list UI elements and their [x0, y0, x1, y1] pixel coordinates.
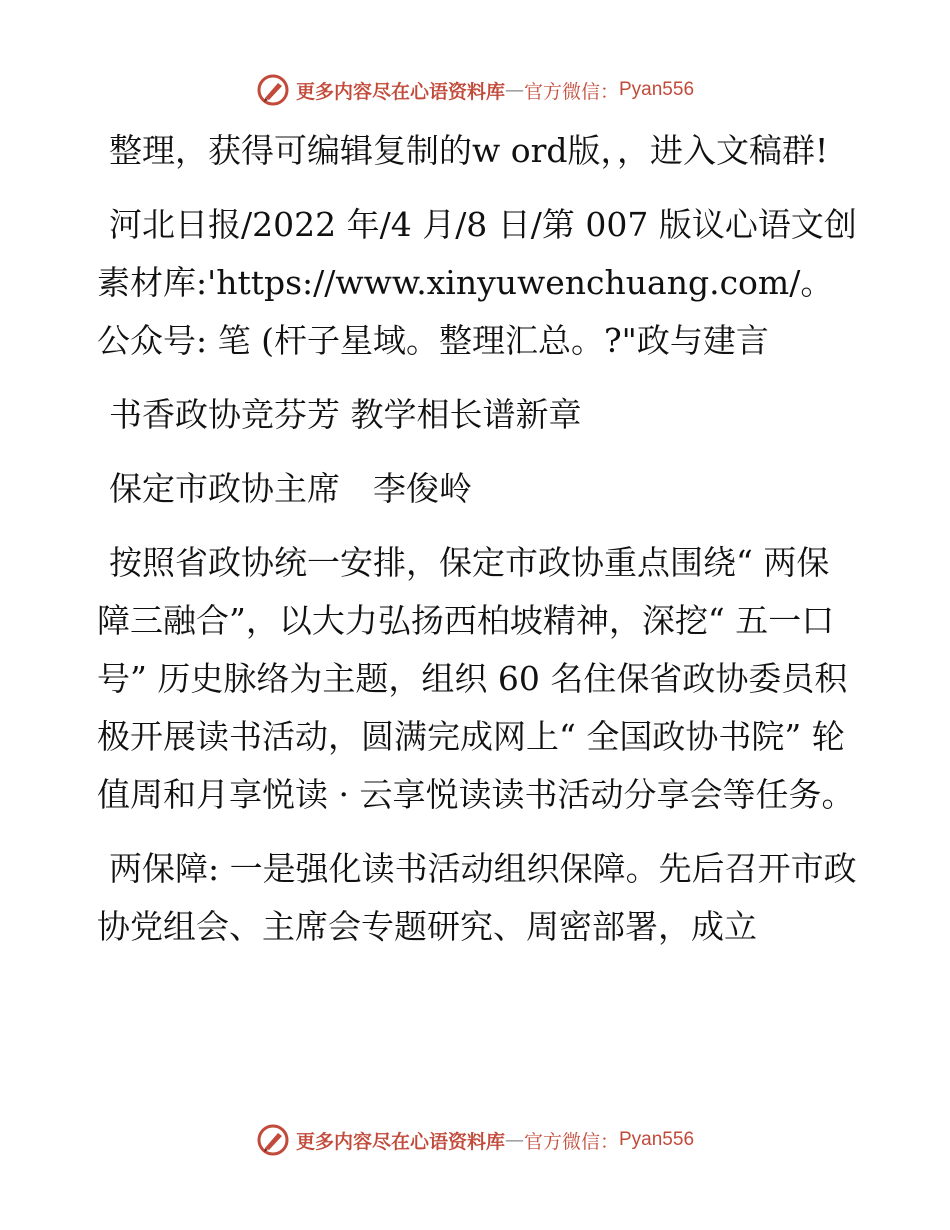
header-watermark [0, 70, 950, 110]
paragraph-body-1: 按照省政协统一安排，保定市政协重点围绕“ 两保障三融合”，以大力弘扬西柏坡精神，深挖“ 五一口号” 历史脉络为主题，组织 60 名住保省政协委员积极开展读书活动，圆满完成网上“ 全国政协书院” 轮值周和月享悦读 · 云享悦读读书活动分享会等任务。 [97, 543, 855, 814]
watermark-label: 官方微信： [523, 1130, 619, 1153]
watermark-main-text: 更多内容尽在心语资料库 [295, 1130, 505, 1153]
paragraph-source: 河北日报/2022 年/4 月/8 日/第 007 版议心语文创素材库:'https://www.xinyuwenchuang.com/。公众号: 笔 (杆子星域。整理汇总。?"政与建言 [97, 205, 857, 360]
watermark-label: 官方微信： [523, 80, 619, 103]
article-author: 保定市政协主席 李俊岭 [109, 469, 472, 508]
watermark-separator: — [504, 79, 524, 101]
footer-watermark [0, 1120, 950, 1160]
watermark-separator: — [504, 1129, 524, 1151]
pen-in-circle-icon [256, 73, 290, 107]
paragraph-intro: 整理，获得可编辑复制的w ord版，，进入文稿群! [109, 131, 829, 170]
article-title: 书香政协竞芬芳 教学相长谱新章 [109, 395, 582, 434]
watermark-main-text: 更多内容尽在心语资料库 [295, 80, 505, 103]
watermark-wechat-id: Pyan556 [619, 1129, 695, 1150]
pen-in-circle-icon [256, 1123, 290, 1157]
watermark-wechat-id: Pyan556 [619, 79, 695, 100]
document-body [97, 122, 857, 972]
paragraph-body-2: 两保障: 一是强化读书活动组织保障。先后召开市政协党组会、主席会专题研究、周密部署，成立 [97, 849, 857, 946]
